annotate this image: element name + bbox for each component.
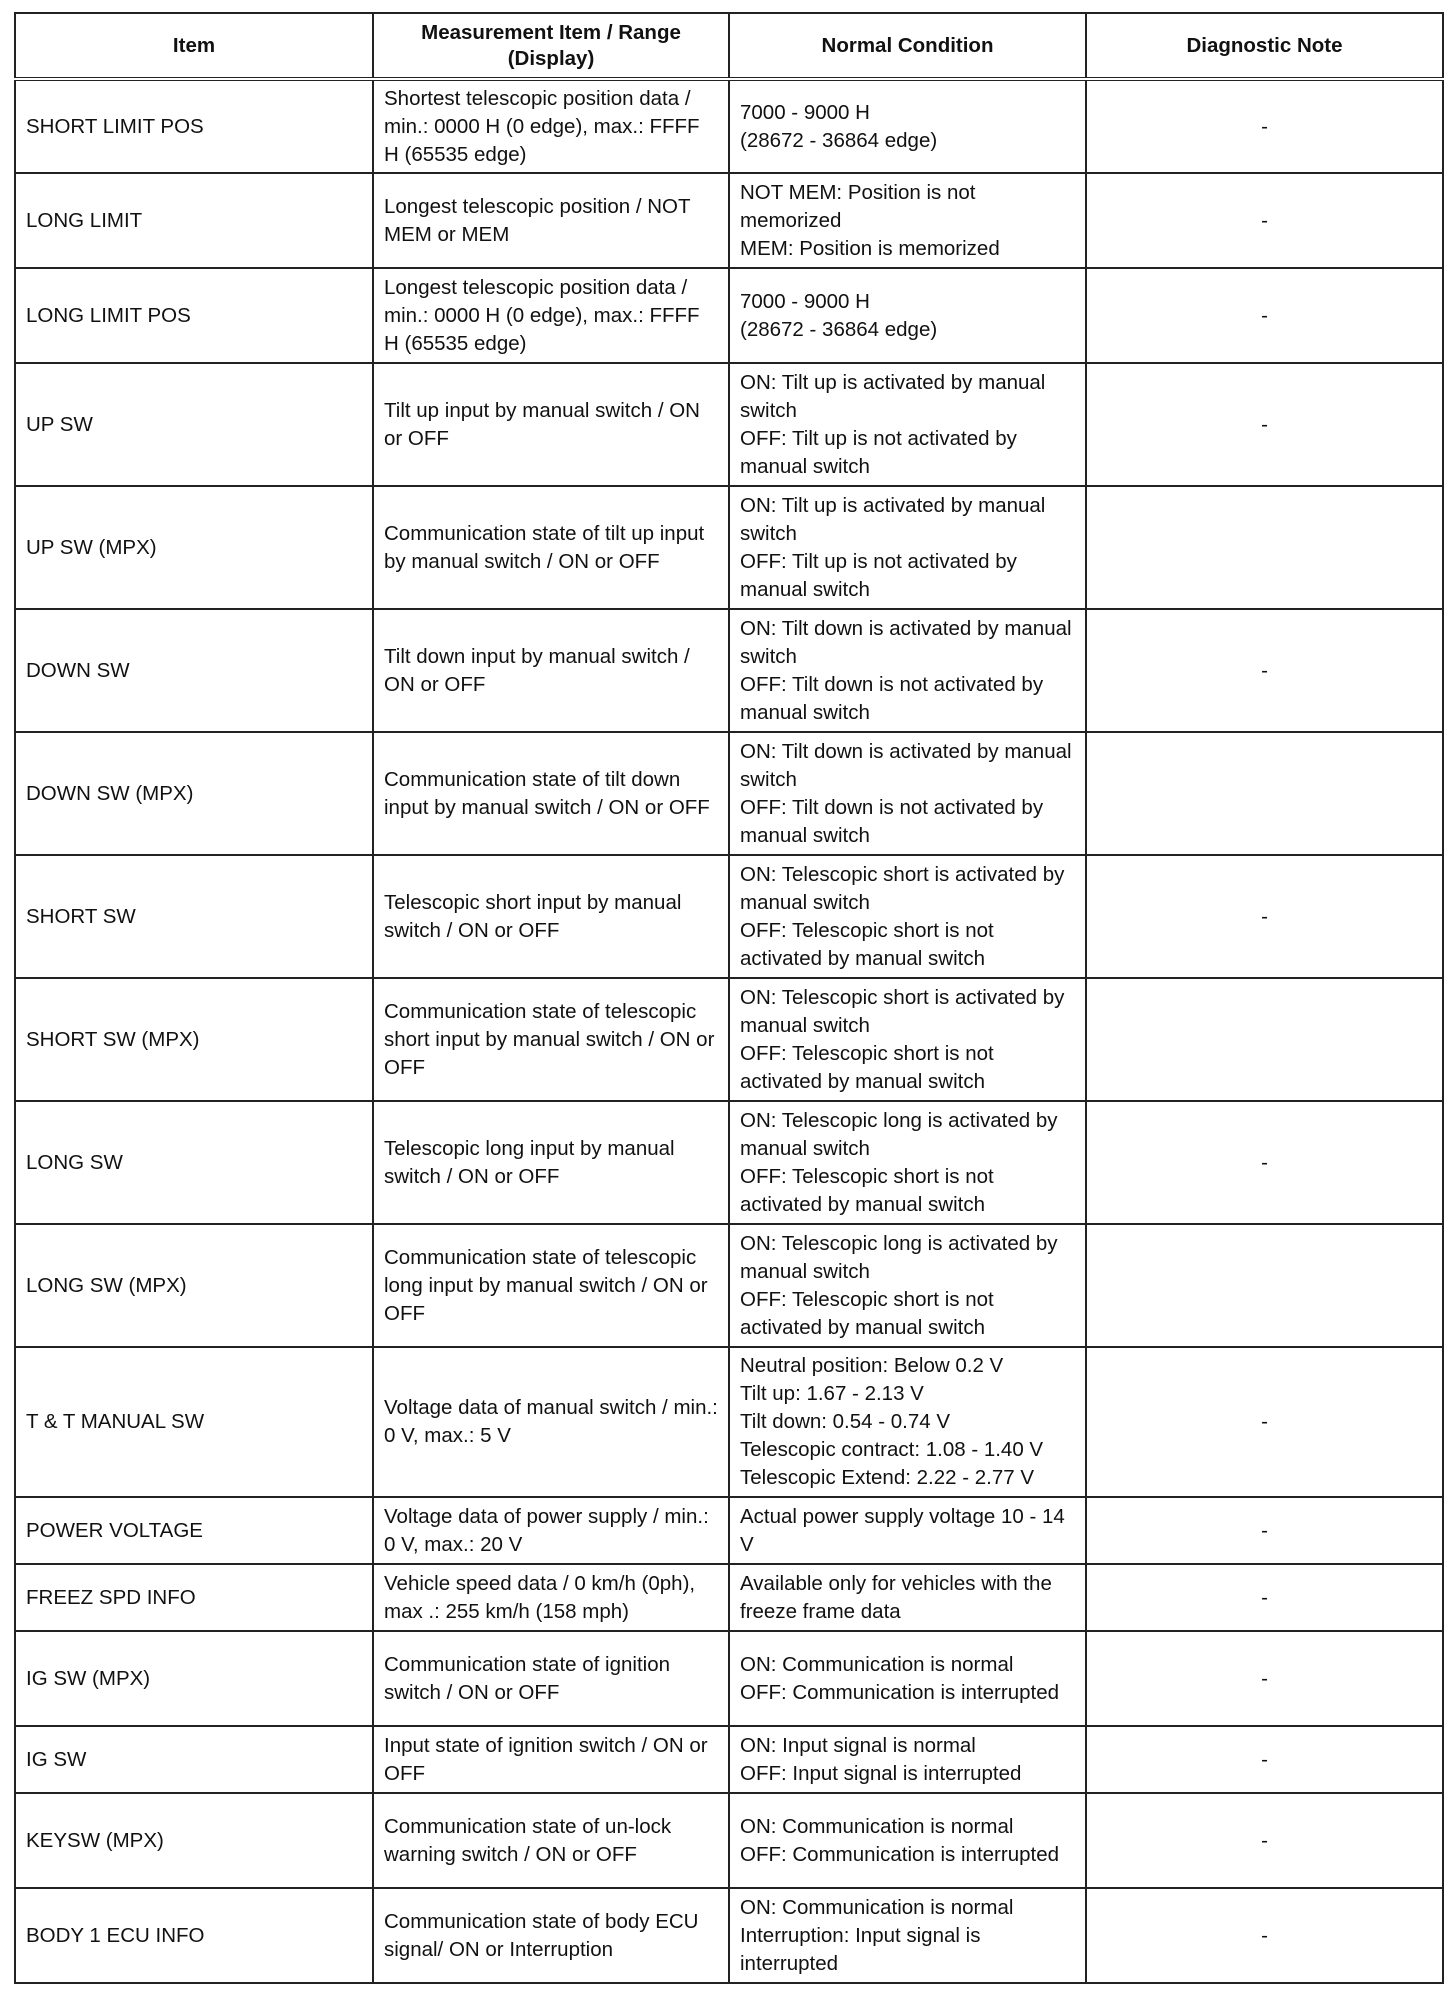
cell-normal-condition: ON: Communication is normal Interruption: Input signal is interrupted — [729, 1888, 1086, 1983]
cell-normal-condition: ON: Telescopic long is activated by manual switch OFF: Telescopic short is not activated by manual switch — [729, 1224, 1086, 1347]
cell-normal-condition: NOT MEM: Position is not memorized MEM: Position is memorized — [729, 173, 1086, 268]
cell-normal-condition: ON: Telescopic long is activated by manual switch OFF: Telescopic short is not activated by manual switch — [729, 1101, 1086, 1224]
cell-item: SHORT SW (MPX) — [15, 978, 373, 1101]
table-row — [15, 1101, 1443, 1224]
cell-measurement: Tilt down input by manual switch / ON or OFF — [373, 609, 729, 732]
cell-normal-condition: ON: Telescopic short is activated by manual switch OFF: Telescopic short is not activated by manual switch — [729, 855, 1086, 978]
header-diagnostic-note: Diagnostic Note — [1086, 13, 1443, 79]
cell-diagnostic-note: - — [1086, 855, 1443, 978]
cell-item: SHORT LIMIT POS — [15, 79, 373, 173]
cell-normal-condition: Available only for vehicles with the freeze frame data — [729, 1564, 1086, 1631]
cell-diagnostic-note — [1086, 732, 1443, 855]
cell-item: LONG SW — [15, 1101, 373, 1224]
cell-measurement: Communication state of telescopic long input by manual switch / ON or OFF — [373, 1224, 729, 1347]
cell-diagnostic-note: - — [1086, 1347, 1443, 1497]
cell-diagnostic-note: - — [1086, 1888, 1443, 1983]
table-row — [15, 732, 1443, 855]
table-header-row — [15, 13, 1443, 79]
table-row — [15, 79, 1443, 173]
document-page — [14, 12, 1442, 1984]
cell-diagnostic-note: - — [1086, 1564, 1443, 1631]
cell-diagnostic-note: - — [1086, 363, 1443, 486]
cell-item: BODY 1 ECU INFO — [15, 1888, 373, 1983]
table-row — [15, 1497, 1443, 1564]
data-list-table — [14, 12, 1444, 1984]
cell-measurement: Communication state of body ECU signal/ ON or Interruption — [373, 1888, 729, 1983]
cell-item: IG SW — [15, 1726, 373, 1793]
cell-item: DOWN SW (MPX) — [15, 732, 373, 855]
cell-measurement: Voltage data of power supply / min.: 0 V, max.: 20 V — [373, 1497, 729, 1564]
cell-measurement: Communication state of tilt up input by manual switch / ON or OFF — [373, 486, 729, 609]
cell-measurement: Voltage data of manual switch / min.: 0 V, max.: 5 V — [373, 1347, 729, 1497]
cell-measurement: Tilt up input by manual switch / ON or OFF — [373, 363, 729, 486]
table-row — [15, 486, 1443, 609]
cell-normal-condition: 7000 - 9000 H (28672 - 36864 edge) — [729, 268, 1086, 363]
cell-diagnostic-note: - — [1086, 1793, 1443, 1888]
table-row — [15, 173, 1443, 268]
cell-diagnostic-note: - — [1086, 1726, 1443, 1793]
cell-item: SHORT SW — [15, 855, 373, 978]
cell-item: POWER VOLTAGE — [15, 1497, 373, 1564]
cell-diagnostic-note: - — [1086, 173, 1443, 268]
cell-normal-condition: ON: Tilt up is activated by manual switch OFF: Tilt up is not activated by manual switch — [729, 363, 1086, 486]
cell-normal-condition: ON: Telescopic short is activated by manual switch OFF: Telescopic short is not activated by manual switch — [729, 978, 1086, 1101]
cell-item: LONG SW (MPX) — [15, 1224, 373, 1347]
table-row — [15, 609, 1443, 732]
cell-normal-condition: Neutral position: Below 0.2 V Tilt up: 1.67 - 2.13 V Tilt down: 0.54 - 0.74 V Telescopic contract: 1.08 - 1.40 V Telescopic Extend: 2.22 - 2.77 V — [729, 1347, 1086, 1497]
cell-item: LONG LIMIT — [15, 173, 373, 268]
table-row — [15, 268, 1443, 363]
cell-normal-condition: ON: Communication is normal OFF: Communication is interrupted — [729, 1631, 1086, 1726]
cell-measurement: Communication state of un-lock warning switch / ON or OFF — [373, 1793, 729, 1888]
cell-normal-condition: ON: Tilt down is activated by manual switch OFF: Tilt down is not activated by manual switch — [729, 609, 1086, 732]
header-normal-condition: Normal Condition — [729, 13, 1086, 79]
cell-measurement: Longest telescopic position data / min.: 0000 H (0 edge), max.: FFFF H (65535 edge) — [373, 268, 729, 363]
cell-item: FREEZ SPD INFO — [15, 1564, 373, 1631]
cell-measurement: Vehicle speed data / 0 km/h (0ph), max .: 255 km/h (158 mph) — [373, 1564, 729, 1631]
cell-measurement: Input state of ignition switch / ON or OFF — [373, 1726, 729, 1793]
header-measurement: Measurement Item / Range (Display) — [373, 13, 729, 79]
cell-measurement: Telescopic short input by manual switch / ON or OFF — [373, 855, 729, 978]
cell-normal-condition: ON: Tilt down is activated by manual switch OFF: Tilt down is not activated by manual switch — [729, 732, 1086, 855]
cell-diagnostic-note — [1086, 486, 1443, 609]
table-row — [15, 1347, 1443, 1497]
cell-item: T & T MANUAL SW — [15, 1347, 373, 1497]
table-row — [15, 1888, 1443, 1983]
cell-normal-condition: ON: Tilt up is activated by manual switch OFF: Tilt up is not activated by manual switch — [729, 486, 1086, 609]
table-row — [15, 1224, 1443, 1347]
cell-diagnostic-note — [1086, 1224, 1443, 1347]
header-item: Item — [15, 13, 373, 79]
cell-measurement: Longest telescopic position / NOT MEM or MEM — [373, 173, 729, 268]
cell-diagnostic-note: - — [1086, 79, 1443, 173]
table-row — [15, 978, 1443, 1101]
cell-item: KEYSW (MPX) — [15, 1793, 373, 1888]
cell-measurement: Communication state of tilt down input by manual switch / ON or OFF — [373, 732, 729, 855]
cell-normal-condition: ON: Input signal is normal OFF: Input signal is interrupted — [729, 1726, 1086, 1793]
cell-diagnostic-note: - — [1086, 268, 1443, 363]
table-row — [15, 855, 1443, 978]
cell-item: UP SW (MPX) — [15, 486, 373, 609]
cell-measurement: Communication state of telescopic short input by manual switch / ON or OFF — [373, 978, 729, 1101]
table-row — [15, 1726, 1443, 1793]
cell-normal-condition: ON: Communication is normal OFF: Communication is interrupted — [729, 1793, 1086, 1888]
cell-diagnostic-note — [1086, 978, 1443, 1101]
table-row — [15, 1793, 1443, 1888]
cell-measurement: Communication state of ignition switch / ON or OFF — [373, 1631, 729, 1726]
cell-measurement: Telescopic long input by manual switch / ON or OFF — [373, 1101, 729, 1224]
cell-measurement: Shortest telescopic position data / min.: 0000 H (0 edge), max.: FFFF H (65535 edge) — [373, 79, 729, 173]
cell-normal-condition: 7000 - 9000 H (28672 - 36864 edge) — [729, 79, 1086, 173]
cell-diagnostic-note: - — [1086, 1101, 1443, 1224]
cell-item: IG SW (MPX) — [15, 1631, 373, 1726]
cell-diagnostic-note: - — [1086, 1497, 1443, 1564]
cell-normal-condition: Actual power supply voltage 10 - 14 V — [729, 1497, 1086, 1564]
table-row — [15, 1631, 1443, 1726]
cell-diagnostic-note: - — [1086, 609, 1443, 732]
cell-item: DOWN SW — [15, 609, 373, 732]
table-row — [15, 363, 1443, 486]
cell-diagnostic-note: - — [1086, 1631, 1443, 1726]
cell-item: LONG LIMIT POS — [15, 268, 373, 363]
table-row — [15, 1564, 1443, 1631]
cell-item: UP SW — [15, 363, 373, 486]
